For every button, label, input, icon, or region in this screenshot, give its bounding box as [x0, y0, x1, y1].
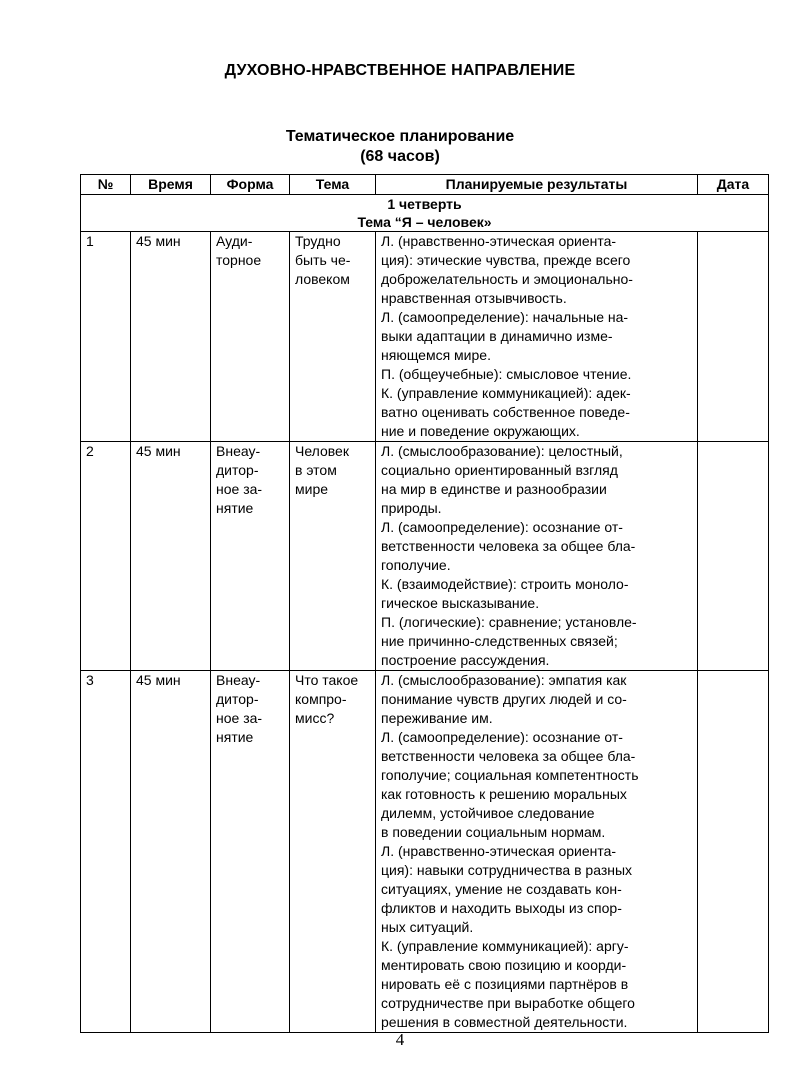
results-line: ных ситуаций.	[381, 919, 474, 935]
results-line: Л. (смыслообразование): целостный,	[381, 443, 623, 459]
results-line: ция): этические чувства, прежде всего	[381, 252, 631, 268]
results-line: на мир в единстве и разнообразии	[381, 481, 607, 497]
results-line: К. (управление коммуникацией): аргу-	[381, 938, 629, 954]
results-line: нравственная отзывчивость.	[381, 290, 567, 306]
results-line: Л. (нравственно-этическая ориента-	[381, 843, 617, 859]
theme-line: Что такое	[295, 672, 359, 688]
results-line: решения в совместной деятельности.	[381, 1014, 628, 1030]
results-line: природы.	[381, 500, 442, 516]
cell-date	[698, 671, 769, 1033]
results-line: дилемм, устойчивое следование	[381, 805, 595, 821]
results-line: Л. (самоопределение): осознание от-	[381, 729, 623, 745]
table-row	[81, 442, 769, 671]
results-line: ситуациях, умение не создавать кон-	[381, 881, 622, 897]
form-line: Внеау-	[216, 672, 261, 688]
results-line: ние и поведение окружающих.	[381, 423, 580, 439]
cell-time: 45 мин	[131, 232, 211, 442]
results-line: фликтов и находить выходы из спор-	[381, 900, 622, 916]
cell-number: 1	[81, 232, 131, 442]
table-title-line: Тематическое планирование	[285, 128, 515, 145]
results-line: как готовность к решению моральных	[381, 786, 627, 802]
section-topic: Тема “Я – человек»	[357, 214, 492, 230]
theme-line: мисс?	[295, 710, 335, 726]
results-line: ватно оценивать собственное поведе-	[381, 404, 630, 420]
results-line: К. (управление коммуникацией): адек-	[381, 385, 631, 401]
cell-theme	[290, 442, 376, 671]
results-line: построение рассуждения.	[381, 652, 550, 668]
form-line: дитор-	[216, 462, 259, 478]
results-line: ветственности человека за общее бла-	[381, 538, 636, 554]
theme-line: Трудно	[295, 233, 341, 249]
header-theme: Тема	[290, 175, 376, 195]
cell-results	[376, 671, 698, 1033]
results-line: Л. (смыслообразование): эмпатия как	[381, 672, 627, 688]
form-line: торное	[216, 252, 262, 268]
table-row	[81, 232, 769, 442]
cell-time: 45 мин	[131, 442, 211, 671]
table-subtitle-hours: (68 часов)	[360, 148, 440, 165]
results-line: Л. (нравственно-этическая ориента-	[381, 233, 617, 249]
results-line: П. (общеучебные): смысловое чтение.	[381, 366, 632, 382]
table-title	[0, 127, 800, 167]
header-date: Дата	[698, 175, 769, 195]
cell-form	[211, 671, 290, 1033]
section-quarter: 1 четверть	[387, 196, 462, 212]
section-cell	[81, 195, 769, 232]
cell-date	[698, 442, 769, 671]
theme-line: в этом	[295, 462, 337, 478]
results-line: ментировать свою позицию и коорди-	[381, 957, 627, 973]
form-line: ное за-	[216, 710, 263, 726]
header-form: Форма	[211, 175, 290, 195]
header-time: Время	[131, 175, 211, 195]
results-line: гическое высказывание.	[381, 595, 540, 611]
results-line: переживание им.	[381, 710, 493, 726]
cell-results	[376, 232, 698, 442]
form-line: дитор-	[216, 691, 259, 707]
cell-results	[376, 442, 698, 671]
results-line: ция): навыки сотрудничества в разных	[381, 862, 633, 878]
cell-date	[698, 232, 769, 442]
theme-line: быть че-	[295, 252, 351, 268]
theme-line: компро-	[295, 691, 347, 707]
results-line: нировать её с позициями партнёров в	[381, 976, 629, 992]
cell-time: 45 мин	[131, 671, 211, 1033]
results-line: доброжелательность и эмоционально-	[381, 271, 633, 287]
theme-line: ловеком	[295, 271, 350, 287]
results-line: ветственности человека за общее бла-	[381, 748, 636, 764]
results-line: ние причинно-следственных связей;	[381, 633, 618, 649]
results-line: сотрудничестве при выработке общего	[381, 995, 635, 1011]
form-line: Ауди-	[216, 233, 253, 249]
results-line: гополучие.	[381, 557, 451, 573]
results-line: выки адаптации в динамично изме-	[381, 328, 613, 344]
table-header-row	[81, 175, 769, 195]
cell-theme	[290, 671, 376, 1033]
theme-line: Человек	[295, 443, 349, 459]
cell-form	[211, 442, 290, 671]
header-number: №	[81, 175, 131, 195]
results-line: Л. (самоопределение): осознание от-	[381, 519, 623, 535]
results-line: Л. (самоопределение): начальные на-	[381, 309, 629, 325]
results-line: социально ориентированный взгляд	[381, 462, 618, 478]
results-line: в поведении социальным нормам.	[381, 824, 606, 840]
results-line: няющемся мире.	[381, 347, 491, 363]
cell-number: 3	[81, 671, 131, 1033]
form-line: Внеау-	[216, 443, 261, 459]
form-line: нятие	[216, 500, 254, 516]
results-line: К. (взаимодействие): строить моноло-	[381, 576, 629, 592]
cell-number: 2	[81, 442, 131, 671]
cell-theme	[290, 232, 376, 442]
page-number: 4	[395, 1030, 405, 1049]
planning-table	[80, 174, 769, 1033]
cell-form	[211, 232, 290, 442]
form-line: нятие	[216, 729, 254, 745]
section-row	[81, 195, 769, 232]
header-results: Планируемые результаты	[376, 175, 698, 195]
table-row	[81, 671, 769, 1033]
results-line: П. (логические): сравнение; установле-	[381, 614, 637, 630]
results-line: гополучие; социальная компетентность	[381, 767, 639, 783]
form-line: ное за-	[216, 481, 263, 497]
results-line: понимание чувств других людей и со-	[381, 691, 627, 707]
page-heading: ДУХОВНО-НРАВСТВЕННОЕ НАПРАВЛЕНИЕ	[224, 62, 576, 79]
theme-line: мире	[295, 481, 329, 497]
